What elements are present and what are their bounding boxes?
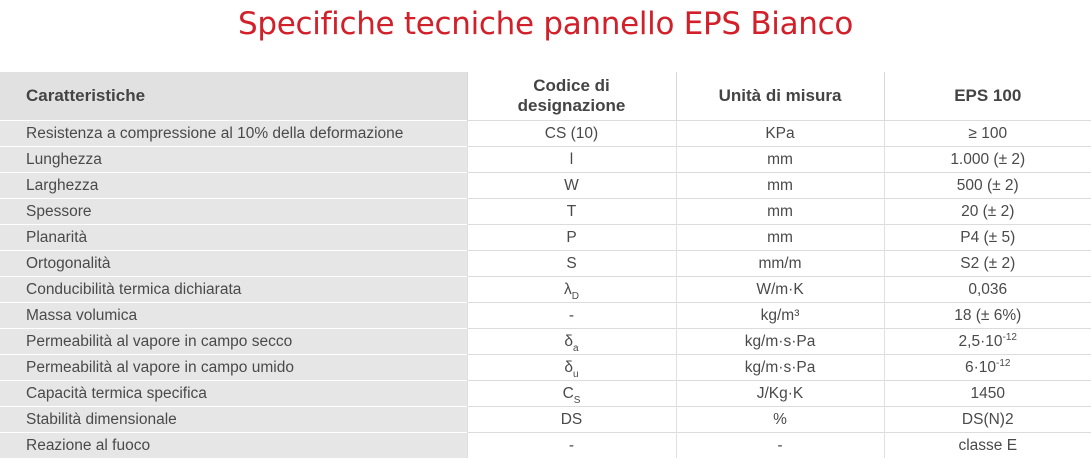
table-row [0,277,1091,303]
unit-label: kg/m³ [760,307,800,324]
characteristic-label: Capacità termica specifica [26,385,207,402]
cell-value [884,251,1091,277]
unit-label: - [777,437,783,454]
characteristic-label: Resistenza a compressione al 10% della deformazione [26,125,404,142]
cell-characteristic [0,329,467,355]
code-label: δ [564,333,574,350]
code-label: T [566,203,577,220]
cell-value [884,329,1091,355]
table-row [0,381,1091,407]
characteristic-label: Lunghezza [26,151,102,168]
cell-value [884,225,1091,251]
table-row [0,251,1091,277]
code-label: S [566,255,577,272]
unit-label: mm/m [758,255,802,272]
cell-characteristic [0,225,467,251]
cell-unit [676,407,884,433]
code-subscript: u [573,369,579,380]
cell-code [467,381,676,407]
table-header-row [0,72,1091,121]
value-label: 1450 [970,385,1005,402]
cell-characteristic [0,381,467,407]
cell-code [467,329,676,355]
cell-code [467,199,676,225]
code-subscript: S [573,395,581,406]
table-row [0,355,1091,381]
code-subscript: a [573,343,579,354]
cell-value [884,173,1091,199]
code-label: DS [560,411,583,428]
code-label: W [564,177,579,194]
cell-code [467,225,676,251]
unit-label: mm [767,151,793,168]
code-subscript: D [571,291,579,302]
unit-label: KPa [765,125,795,142]
cell-unit [676,225,884,251]
characteristic-label: Spessore [26,203,92,220]
code-label: λ [564,281,572,298]
cell-value [884,303,1091,329]
page-title: Specifiche tecniche pannello EPS Bianco [237,6,854,42]
value-label: 6·10 [965,359,997,376]
cell-characteristic [0,147,467,173]
cell-value [884,199,1091,225]
table-row [0,303,1091,329]
value-label: classe E [958,437,1018,454]
table-row [0,433,1091,459]
table-row [0,225,1091,251]
cell-unit [676,277,884,303]
code-label: δ [564,359,574,376]
code-label: P [566,229,577,246]
characteristic-label: Planarità [26,229,88,246]
cell-unit [676,329,884,355]
unit-label: mm [767,177,793,194]
cell-characteristic [0,303,467,329]
characteristic-label: Stabilità dimensionale [26,411,177,428]
cell-characteristic [0,251,467,277]
spec-table-container [0,72,1091,458]
cell-code [467,433,676,459]
characteristic-label: Ortogonalità [26,255,111,272]
cell-code [467,355,676,381]
unit-label: W/m·K [756,281,804,298]
cell-value [884,277,1091,303]
cell-code [467,251,676,277]
table-row [0,199,1091,225]
cell-unit [676,433,884,459]
cell-unit [676,121,884,147]
value-label: 18 (± 6%) [954,307,1022,324]
header-unita: Unità di misura [676,72,884,121]
unit-label: mm [767,229,793,246]
cell-value [884,381,1091,407]
value-label: 2,5·10 [958,333,1003,350]
cell-value [884,355,1091,381]
cell-unit [676,251,884,277]
cell-code [467,173,676,199]
value-label: P4 (± 5) [960,229,1016,246]
cell-unit [676,355,884,381]
characteristic-label: Conducibilità termica dichiarata [26,281,242,298]
characteristic-label: Massa volumica [26,307,138,324]
characteristic-label: Larghezza [26,177,99,194]
unit-label: kg/m·s·Pa [744,333,816,350]
unit-label: kg/m·s·Pa [744,359,816,376]
header-caratteristiche: Caratteristiche [0,72,467,121]
header-eps: EPS 100 [884,72,1091,121]
cell-characteristic [0,173,467,199]
cell-unit [676,147,884,173]
cell-value [884,147,1091,173]
value-superscript: -12 [1002,332,1017,343]
code-label: CS (10) [544,125,599,142]
value-superscript: -12 [996,358,1011,369]
cell-characteristic [0,277,467,303]
cell-value [884,407,1091,433]
table-row [0,173,1091,199]
value-label: 0,036 [968,281,1008,298]
value-label: 20 (± 2) [961,203,1015,220]
characteristic-label: Permeabilità al vapore in campo umido [26,359,294,376]
table-body [0,121,1091,459]
unit-label: J/Kg·K [756,385,804,402]
value-label: 500 (± 2) [956,177,1019,194]
code-label: C [562,385,574,402]
code-label: l [569,151,574,168]
cell-value [884,433,1091,459]
cell-characteristic [0,407,467,433]
cell-code [467,121,676,147]
cell-code [467,303,676,329]
value-label: S2 (± 2) [960,255,1016,272]
cell-unit [676,173,884,199]
cell-code [467,147,676,173]
cell-unit [676,381,884,407]
value-label: ≥ 100 [968,125,1008,142]
cell-characteristic [0,199,467,225]
code-label: - [568,437,575,454]
cell-value [884,121,1091,147]
unit-label: mm [767,203,793,220]
cell-unit [676,303,884,329]
cell-characteristic [0,433,467,459]
code-label: - [568,307,575,324]
table-row [0,147,1091,173]
table-row [0,407,1091,433]
value-label: 1.000 (± 2) [950,151,1026,168]
cell-characteristic [0,355,467,381]
table-row [0,329,1091,355]
cell-unit [676,199,884,225]
table-row [0,121,1091,147]
unit-label: % [773,411,787,428]
header-codice: Codice di designazione [467,72,676,121]
characteristic-label: Reazione al fuoco [26,437,151,454]
cell-characteristic [0,121,467,147]
value-label: DS(N)2 [961,411,1014,428]
characteristic-label: Permeabilità al vapore in campo secco [26,333,293,350]
cell-code [467,277,676,303]
cell-code [467,407,676,433]
spec-table [0,72,1091,458]
